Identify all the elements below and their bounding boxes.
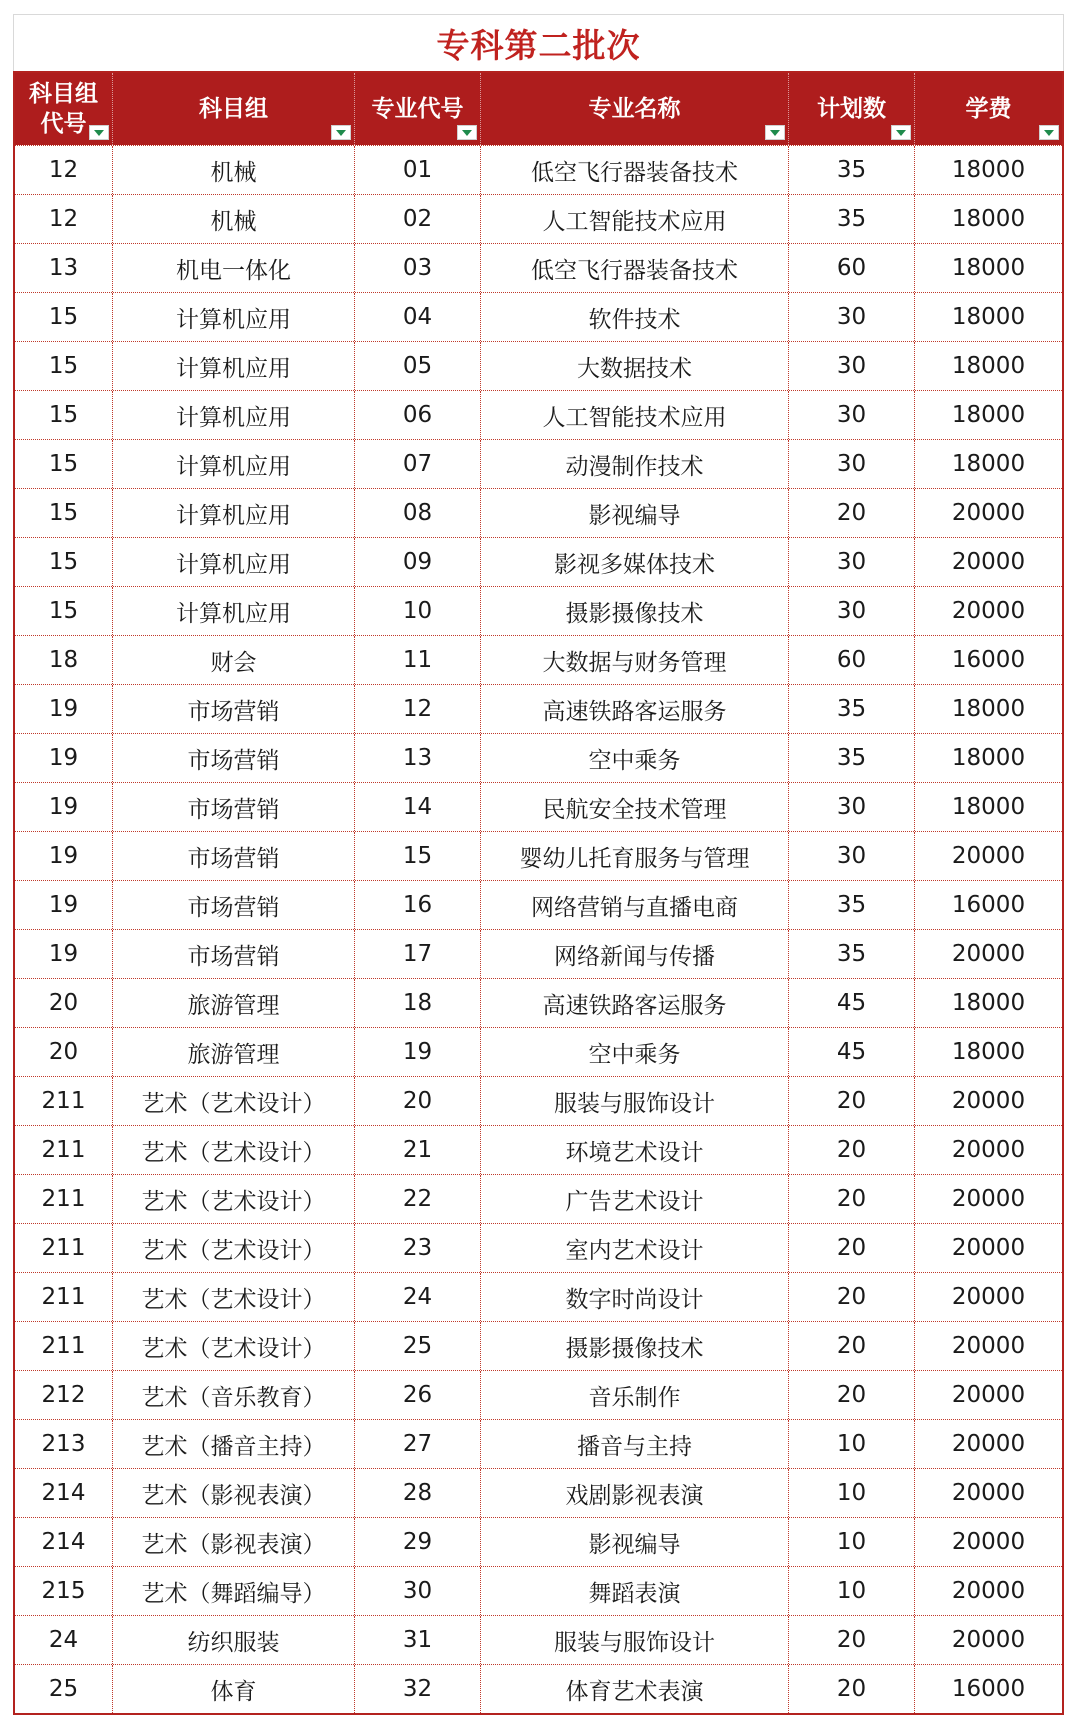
cell-major-code: 03	[354, 244, 480, 292]
cell-group-name: 纺织服装	[112, 1616, 354, 1664]
cell-group-name: 机电一体化	[112, 244, 354, 292]
table-row	[15, 194, 1062, 243]
header-group-code-line1: 科目组	[29, 81, 98, 107]
cell-tuition: 20000	[914, 1420, 1062, 1468]
cell-group-code: 15	[48, 598, 79, 624]
cell-group-code: 12	[48, 157, 79, 183]
cell-plan-count: 30	[788, 293, 914, 341]
cell-group-name: 计算机应用	[112, 342, 354, 390]
cell-plan-count: 20	[788, 1224, 914, 1272]
cell-major-code: 17	[354, 930, 480, 978]
cell-major-name: 体育艺术表演	[480, 1665, 788, 1713]
table-row	[15, 1272, 1062, 1321]
cell-plan-count: 30	[788, 587, 914, 635]
cell-major-name: 戏剧影视表演	[480, 1469, 788, 1517]
cell-group-code: 212	[41, 1382, 86, 1408]
cell-plan-count: 30	[788, 440, 914, 488]
cell-tuition: 20000	[914, 1322, 1062, 1370]
cell-group-code: 211	[41, 1284, 86, 1310]
cell-major-name: 音乐制作	[480, 1371, 788, 1419]
cell-group-name: 旅游管理	[112, 979, 354, 1027]
filter-dropdown-icon[interactable]	[1039, 125, 1059, 140]
cell-group-code: 15	[48, 500, 79, 526]
cell-group-code: 211	[41, 1333, 86, 1359]
cell-major-name: 影视编导	[480, 1518, 788, 1566]
cell-group-name: 艺术（影视表演）	[112, 1518, 354, 1566]
cell-group-name: 市场营销	[112, 685, 354, 733]
cell-tuition: 18000	[914, 979, 1062, 1027]
cell-plan-count: 20	[788, 1175, 914, 1223]
cell-group-name: 计算机应用	[112, 587, 354, 635]
cell-group-code: 19	[48, 696, 79, 722]
cell-group-name: 市场营销	[112, 832, 354, 880]
cell-group-code: 19	[48, 941, 79, 967]
filter-dropdown-icon[interactable]	[331, 125, 351, 140]
cell-group-name: 市场营销	[112, 734, 354, 782]
cell-tuition: 18000	[914, 734, 1062, 782]
cell-major-name: 环境艺术设计	[480, 1126, 788, 1174]
header-major-name	[480, 73, 788, 145]
cell-group-code: 15	[48, 304, 79, 330]
cell-plan-count: 35	[788, 195, 914, 243]
cell-major-name: 动漫制作技术	[480, 440, 788, 488]
table-row	[15, 1321, 1062, 1370]
cell-group-name: 艺术（舞蹈编导）	[112, 1567, 354, 1615]
header-group-name-label: 科目组	[199, 96, 268, 122]
cell-major-code: 27	[354, 1420, 480, 1468]
cell-group-name: 市场营销	[112, 881, 354, 929]
cell-plan-count: 60	[788, 244, 914, 292]
cell-major-name: 服装与服饰设计	[480, 1077, 788, 1125]
table-row	[15, 1468, 1062, 1517]
cell-tuition: 20000	[914, 1518, 1062, 1566]
cell-tuition: 16000	[914, 636, 1062, 684]
table-row	[15, 390, 1062, 439]
cell-plan-count: 35	[788, 930, 914, 978]
cell-tuition: 18000	[914, 146, 1062, 194]
cell-major-code: 24	[354, 1273, 480, 1321]
cell-major-name: 高速铁路客运服务	[480, 979, 788, 1027]
header-plan-count	[788, 73, 914, 145]
cell-tuition: 18000	[914, 783, 1062, 831]
table-row	[15, 537, 1062, 586]
header-plan-count-label: 计划数	[817, 96, 886, 122]
cell-tuition: 20000	[914, 832, 1062, 880]
cell-major-code: 06	[354, 391, 480, 439]
header-tuition-label: 学费	[965, 96, 1012, 122]
cell-plan-count: 10	[788, 1469, 914, 1517]
cell-group-name: 艺术（播音主持）	[112, 1420, 354, 1468]
cell-major-code: 09	[354, 538, 480, 586]
cell-major-name: 播音与主持	[480, 1420, 788, 1468]
table-row	[15, 1223, 1062, 1272]
table-row	[15, 733, 1062, 782]
cell-major-code: 23	[354, 1224, 480, 1272]
cell-plan-count: 20	[788, 1273, 914, 1321]
cell-tuition: 20000	[914, 1077, 1062, 1125]
cell-plan-count: 60	[788, 636, 914, 684]
table-row	[15, 243, 1062, 292]
cell-plan-count: 35	[788, 685, 914, 733]
cell-group-name: 艺术（艺术设计）	[112, 1126, 354, 1174]
table-row	[15, 978, 1062, 1027]
cell-major-code: 18	[354, 979, 480, 1027]
cell-group-code: 15	[48, 353, 79, 379]
admission-table	[13, 71, 1064, 1715]
cell-plan-count: 45	[788, 1028, 914, 1076]
cell-group-name: 艺术（艺术设计）	[112, 1175, 354, 1223]
table-row	[15, 1027, 1062, 1076]
table-row	[15, 831, 1062, 880]
cell-plan-count: 20	[788, 1077, 914, 1125]
table-row	[15, 586, 1062, 635]
cell-major-code: 08	[354, 489, 480, 537]
cell-plan-count: 30	[788, 342, 914, 390]
cell-group-code: 214	[41, 1480, 86, 1506]
cell-plan-count: 45	[788, 979, 914, 1027]
cell-major-code: 25	[354, 1322, 480, 1370]
header-row	[15, 73, 1062, 145]
cell-tuition: 20000	[914, 1126, 1062, 1174]
header-major-name-label: 专业名称	[588, 96, 681, 122]
cell-group-code: 211	[41, 1235, 86, 1261]
cell-major-code: 12	[354, 685, 480, 733]
header-group-code	[15, 73, 112, 145]
cell-group-name: 艺术（音乐教育）	[112, 1371, 354, 1419]
cell-major-name: 民航安全技术管理	[480, 783, 788, 831]
cell-group-code: 13	[48, 255, 79, 281]
cell-tuition: 20000	[914, 1175, 1062, 1223]
cell-group-name: 计算机应用	[112, 391, 354, 439]
cell-major-name: 数字时尚设计	[480, 1273, 788, 1321]
cell-group-code: 215	[41, 1578, 86, 1604]
cell-major-name: 空中乘务	[480, 1028, 788, 1076]
cell-tuition: 20000	[914, 1273, 1062, 1321]
cell-group-code: 214	[41, 1529, 86, 1555]
cell-tuition: 18000	[914, 293, 1062, 341]
cell-major-name: 摄影摄像技术	[480, 587, 788, 635]
cell-tuition: 18000	[914, 195, 1062, 243]
cell-group-name: 计算机应用	[112, 538, 354, 586]
cell-group-name: 计算机应用	[112, 489, 354, 537]
cell-major-name: 影视多媒体技术	[480, 538, 788, 586]
filter-dropdown-icon[interactable]	[457, 125, 477, 140]
header-major-code-label: 专业代号	[371, 96, 464, 122]
cell-group-name: 市场营销	[112, 783, 354, 831]
cell-tuition: 16000	[914, 1665, 1062, 1713]
cell-group-name: 机械	[112, 146, 354, 194]
table-title: 专科第二批次	[436, 25, 641, 65]
cell-tuition: 20000	[914, 587, 1062, 635]
header-group-name	[112, 73, 354, 145]
cell-group-code: 19	[48, 892, 79, 918]
header-major-code	[354, 73, 480, 145]
cell-group-name: 计算机应用	[112, 293, 354, 341]
cell-major-name: 网络新闻与传播	[480, 930, 788, 978]
cell-tuition: 20000	[914, 1469, 1062, 1517]
cell-tuition: 18000	[914, 440, 1062, 488]
cell-plan-count: 20	[788, 1126, 914, 1174]
cell-major-name: 广告艺术设计	[480, 1175, 788, 1223]
cell-tuition: 18000	[914, 685, 1062, 733]
cell-group-name: 机械	[112, 195, 354, 243]
table-body	[15, 145, 1062, 1713]
table-row	[15, 1076, 1062, 1125]
cell-major-code: 13	[354, 734, 480, 782]
cell-group-code: 15	[48, 549, 79, 575]
cell-group-name: 艺术（艺术设计）	[112, 1224, 354, 1272]
table-row	[15, 292, 1062, 341]
cell-plan-count: 30	[788, 391, 914, 439]
cell-group-code: 18	[48, 647, 79, 673]
cell-group-code: 15	[48, 402, 79, 428]
cell-major-code: 04	[354, 293, 480, 341]
cell-plan-count: 35	[788, 146, 914, 194]
cell-plan-count: 20	[788, 1616, 914, 1664]
cell-major-name: 服装与服饰设计	[480, 1616, 788, 1664]
filter-dropdown-icon[interactable]	[89, 125, 109, 140]
table-row	[15, 341, 1062, 390]
table-row	[15, 1517, 1062, 1566]
cell-major-name: 空中乘务	[480, 734, 788, 782]
table-row	[15, 1615, 1062, 1664]
cell-tuition: 20000	[914, 1371, 1062, 1419]
cell-major-name: 人工智能技术应用	[480, 391, 788, 439]
cell-major-code: 11	[354, 636, 480, 684]
cell-group-code: 25	[48, 1676, 79, 1702]
cell-plan-count: 30	[788, 783, 914, 831]
cell-major-code: 19	[354, 1028, 480, 1076]
cell-major-code: 31	[354, 1616, 480, 1664]
table-row	[15, 782, 1062, 831]
cell-tuition: 18000	[914, 391, 1062, 439]
cell-group-code: 211	[41, 1186, 86, 1212]
table-title-bar	[13, 14, 1064, 71]
cell-major-code: 15	[354, 832, 480, 880]
cell-tuition: 20000	[914, 1616, 1062, 1664]
cell-group-code: 20	[48, 1039, 79, 1065]
table-row	[15, 635, 1062, 684]
cell-group-code: 19	[48, 843, 79, 869]
cell-group-code: 211	[41, 1088, 86, 1114]
table-row	[15, 1174, 1062, 1223]
cell-group-name: 艺术（影视表演）	[112, 1469, 354, 1517]
table-row	[15, 1566, 1062, 1615]
cell-tuition: 20000	[914, 1567, 1062, 1615]
table-row	[15, 488, 1062, 537]
cell-group-name: 艺术（艺术设计）	[112, 1077, 354, 1125]
cell-group-name: 市场营销	[112, 930, 354, 978]
cell-tuition: 20000	[914, 538, 1062, 586]
cell-tuition: 18000	[914, 244, 1062, 292]
cell-group-code: 20	[48, 990, 79, 1016]
cell-major-name: 影视编导	[480, 489, 788, 537]
cell-major-code: 28	[354, 1469, 480, 1517]
cell-major-name: 软件技术	[480, 293, 788, 341]
cell-plan-count: 10	[788, 1567, 914, 1615]
cell-tuition: 16000	[914, 881, 1062, 929]
cell-tuition: 20000	[914, 1224, 1062, 1272]
table-row	[15, 145, 1062, 194]
cell-major-code: 26	[354, 1371, 480, 1419]
cell-major-code: 14	[354, 783, 480, 831]
cell-major-code: 32	[354, 1665, 480, 1713]
table-row	[15, 880, 1062, 929]
cell-major-code: 02	[354, 195, 480, 243]
cell-group-code: 213	[41, 1431, 86, 1457]
cell-major-name: 低空飞行器装备技术	[480, 244, 788, 292]
cell-plan-count: 20	[788, 1322, 914, 1370]
filter-dropdown-icon[interactable]	[891, 125, 911, 140]
cell-major-code: 01	[354, 146, 480, 194]
cell-plan-count: 20	[788, 1371, 914, 1419]
filter-dropdown-icon[interactable]	[765, 125, 785, 140]
cell-group-name: 体育	[112, 1665, 354, 1713]
cell-plan-count: 30	[788, 538, 914, 586]
cell-group-name: 旅游管理	[112, 1028, 354, 1076]
header-group-code-line2: 代号	[40, 111, 87, 137]
cell-plan-count: 35	[788, 881, 914, 929]
cell-major-code: 21	[354, 1126, 480, 1174]
cell-major-name: 婴幼儿托育服务与管理	[480, 832, 788, 880]
cell-plan-count: 35	[788, 734, 914, 782]
cell-group-code: 12	[48, 206, 79, 232]
cell-group-name: 计算机应用	[112, 440, 354, 488]
table-row	[15, 439, 1062, 488]
cell-major-name: 大数据技术	[480, 342, 788, 390]
cell-major-code: 30	[354, 1567, 480, 1615]
cell-group-code: 15	[48, 451, 79, 477]
cell-major-name: 室内艺术设计	[480, 1224, 788, 1272]
cell-group-code: 19	[48, 745, 79, 771]
cell-plan-count: 20	[788, 489, 914, 537]
cell-major-name: 摄影摄像技术	[480, 1322, 788, 1370]
cell-tuition: 20000	[914, 930, 1062, 978]
cell-group-name: 艺术（艺术设计）	[112, 1273, 354, 1321]
cell-major-name: 网络营销与直播电商	[480, 881, 788, 929]
table-row	[15, 929, 1062, 978]
table-row	[15, 1125, 1062, 1174]
cell-group-code: 19	[48, 794, 79, 820]
cell-plan-count: 10	[788, 1420, 914, 1468]
cell-major-code: 10	[354, 587, 480, 635]
header-tuition	[914, 73, 1062, 145]
cell-major-code: 16	[354, 881, 480, 929]
table-row	[15, 1664, 1062, 1713]
cell-plan-count: 20	[788, 1665, 914, 1713]
cell-major-code: 20	[354, 1077, 480, 1125]
cell-major-code: 22	[354, 1175, 480, 1223]
cell-group-code: 211	[41, 1137, 86, 1163]
cell-plan-count: 30	[788, 832, 914, 880]
cell-major-name: 高速铁路客运服务	[480, 685, 788, 733]
cell-tuition: 18000	[914, 342, 1062, 390]
cell-tuition: 18000	[914, 1028, 1062, 1076]
table-row	[15, 684, 1062, 733]
cell-group-code: 24	[48, 1627, 79, 1653]
cell-major-name: 舞蹈表演	[480, 1567, 788, 1615]
cell-major-name: 低空飞行器装备技术	[480, 146, 788, 194]
table-row	[15, 1370, 1062, 1419]
cell-major-name: 人工智能技术应用	[480, 195, 788, 243]
cell-group-name: 艺术（艺术设计）	[112, 1322, 354, 1370]
cell-major-code: 07	[354, 440, 480, 488]
cell-plan-count: 10	[788, 1518, 914, 1566]
cell-major-name: 大数据与财务管理	[480, 636, 788, 684]
cell-group-name: 财会	[112, 636, 354, 684]
table-row	[15, 1419, 1062, 1468]
cell-major-code: 05	[354, 342, 480, 390]
cell-major-code: 29	[354, 1518, 480, 1566]
cell-tuition: 20000	[914, 489, 1062, 537]
